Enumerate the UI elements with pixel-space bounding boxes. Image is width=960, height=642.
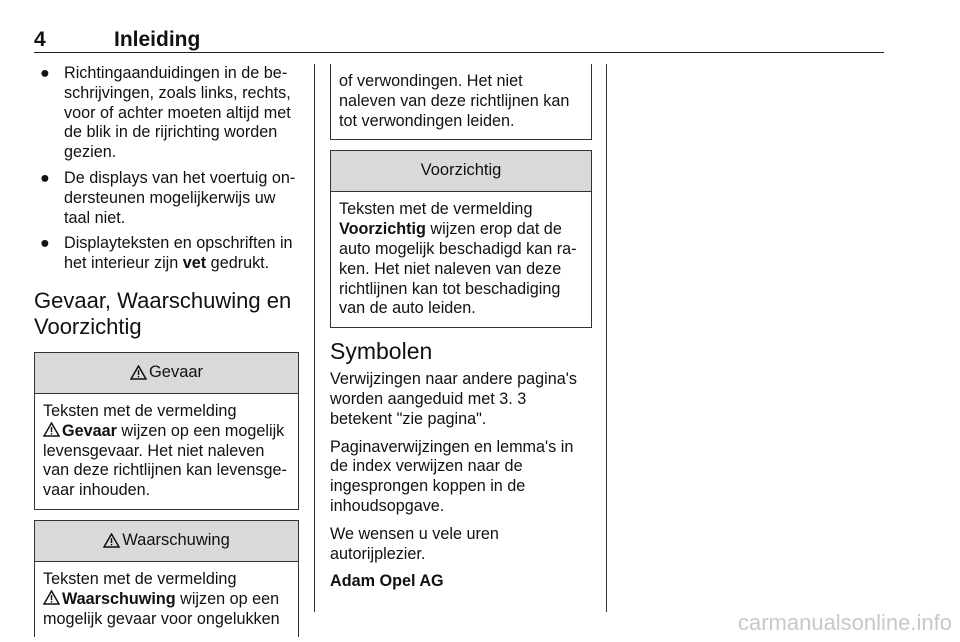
heading-warnings: Gevaar, Waarschuwing en Voorzichtig: [34, 287, 292, 339]
bullet-icon: ●: [40, 168, 50, 187]
paragraph-wish: We wensen u vele uren autorijplezier.: [330, 524, 499, 563]
bullet-icon: ●: [40, 64, 50, 82]
warning-triangle-icon: [130, 365, 147, 380]
danger-box-title: Gevaar: [35, 353, 298, 394]
warning-triangle-icon: [103, 533, 120, 548]
warning-box-title: Waarschuwing: [35, 521, 298, 562]
page-reference-icon: 3: [517, 389, 527, 408]
bullet-list: [34, 64, 299, 274]
page-reference-icon: 3: [499, 389, 509, 408]
page-number: 4: [34, 28, 46, 51]
warning-box: [34, 520, 299, 637]
page-header: [34, 28, 884, 53]
section-title: Inleiding: [114, 28, 201, 51]
column-right: [330, 64, 592, 600]
caution-box-title: Voorzichtig: [331, 151, 591, 192]
paragraph-references: Verwijzingen naar andere pagina's worden aangeduid met 3. 3 betekent "zie pagina".: [330, 370, 577, 428]
list-item: ● Displayteksten en opschriften in het interieur zijn vet gedrukt.: [40, 234, 293, 273]
list-item: ● De displays van het voertuig ondersteunen mogelijkerwijs uw taal niet.: [40, 168, 296, 227]
warning-triangle-icon: [43, 422, 60, 437]
danger-box-body: Teksten met de vermelding Gevaar wijzen op een mogelijk levensgevaar. Het niet naleven van deze richtlijnen kan levensgevaar inhouden.: [43, 401, 287, 500]
heading-symbols: Symbolen: [330, 338, 433, 365]
warning-triangle-icon: [43, 590, 60, 605]
warning-box-continued: [330, 64, 592, 140]
caution-box-body: Teksten met de vermelding Voorzichtig wijzen erop dat de auto mogelijk beschadigd kan raken. Het niet naleven van deze richtlijnen kan tot beschadiging van de auto leiden.: [339, 200, 577, 318]
warning-box-body: Teksten met de vermelding Waarschuwing wijzen op een mogelijk gevaar voor ongelukken: [43, 569, 280, 628]
column-divider: [314, 64, 315, 612]
danger-box: [34, 352, 299, 510]
paragraph-index: Paginaverwijzingen en lemma's in de index verwijzen naar de ingesprongen koppen in de inhoudsopgave.: [330, 437, 574, 515]
column-divider: [606, 64, 607, 612]
warning-box-continued-body: of verwondingen. Het niet naleven van deze richtlijnen kan tot verwondingen leiden.: [339, 72, 570, 130]
caution-box: [330, 150, 592, 328]
bullet-icon: ●: [40, 234, 50, 253]
signature: Adam Opel AG: [330, 572, 444, 591]
list-item: ● Richtingaanduidingen in de beschrijvingen, zoals links, rechts, voor of achter moeten altijd met de blik in de rijrichting worden gezien.: [40, 64, 291, 162]
column-left: [34, 64, 299, 637]
watermark: carmanualsonline.info: [737, 610, 952, 635]
